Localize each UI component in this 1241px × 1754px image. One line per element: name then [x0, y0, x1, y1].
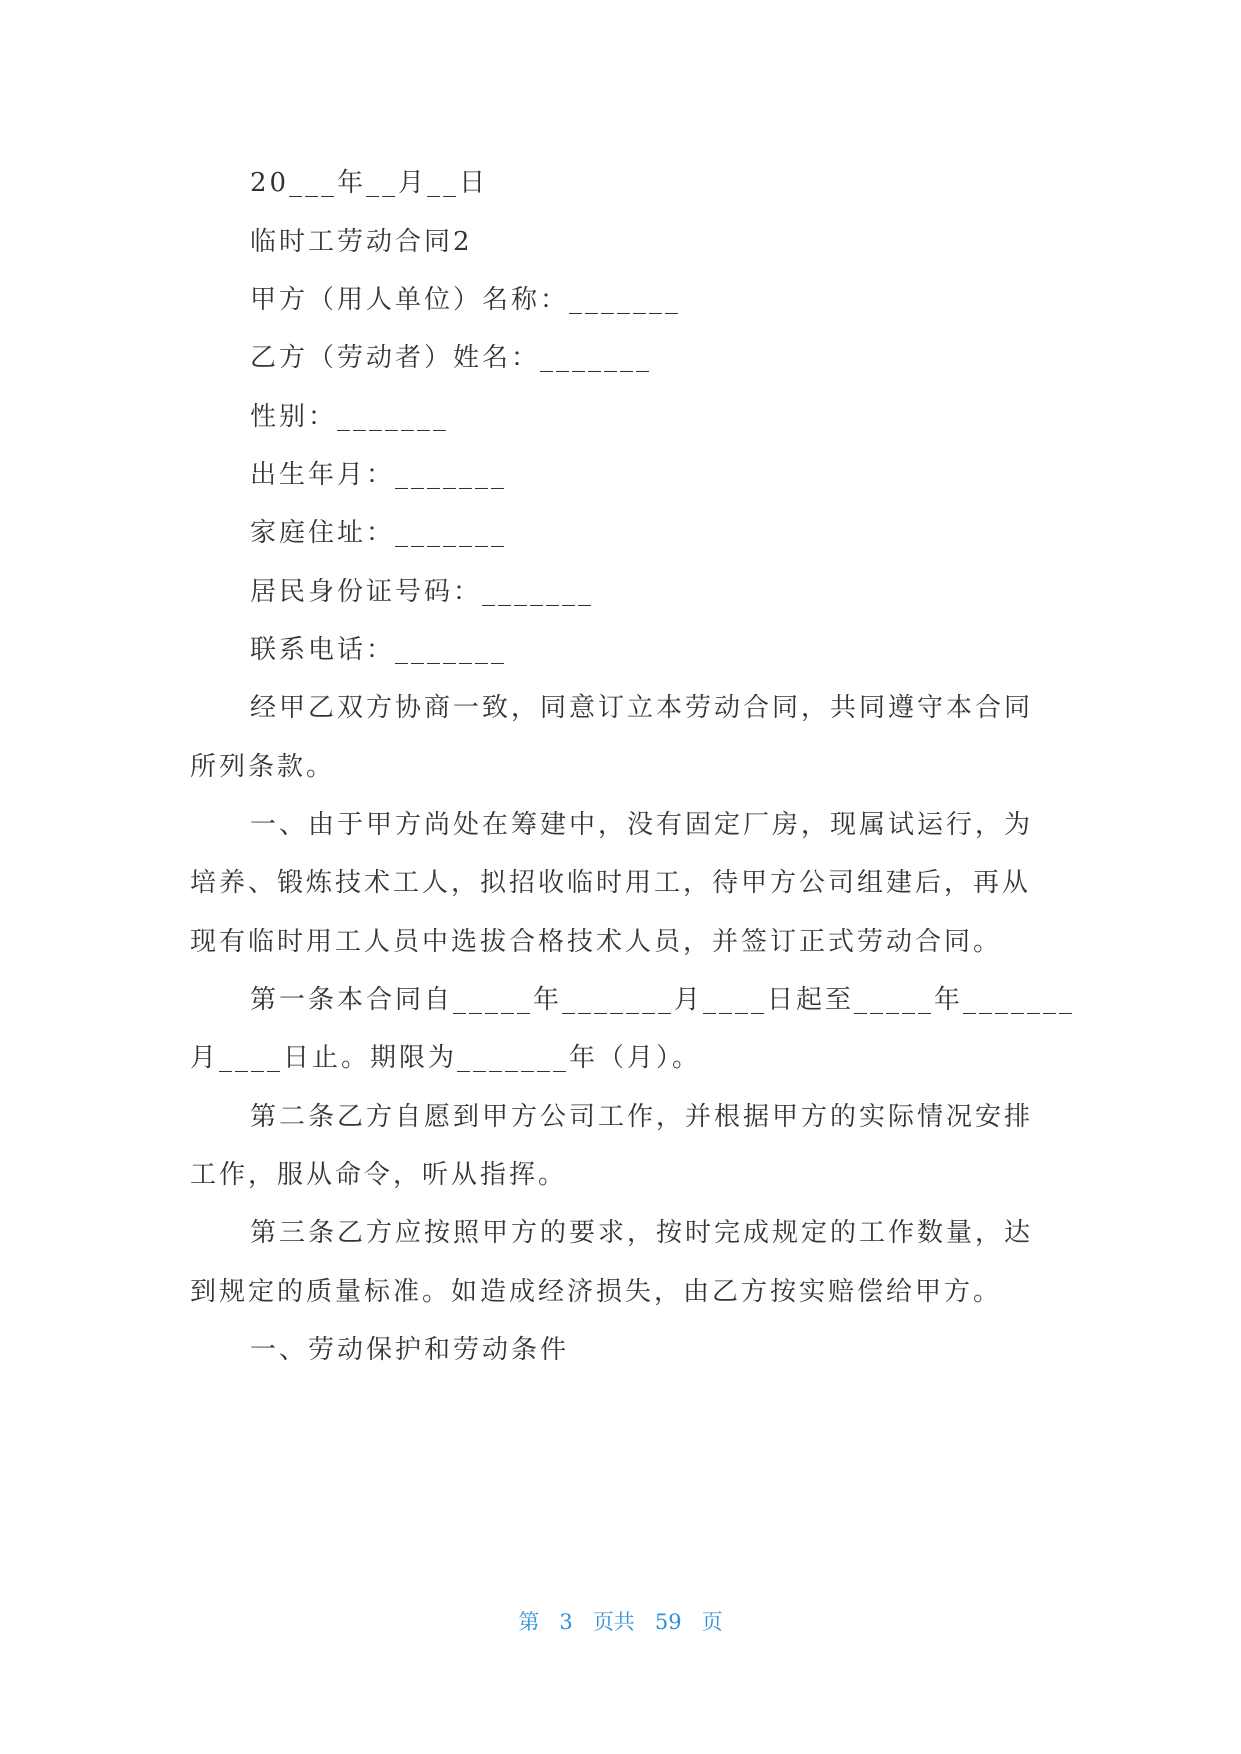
- article-three-line-1: 第三条乙方应按照甲方的要求，按时完成规定的工作数量，达: [250, 1218, 1034, 1248]
- article-two-line-1: 第二条乙方自愿到甲方公司工作，并根据甲方的实际情况安排: [250, 1102, 1034, 1132]
- agreement-paragraph-line-2: 所列条款。: [190, 752, 336, 782]
- date-line: 20___年__月__日: [250, 168, 489, 198]
- footer-total-pages: 59: [654, 1610, 682, 1634]
- party-b-name-line: 乙方（劳动者）姓名：_______: [250, 343, 653, 373]
- agreement-paragraph-line-1: 经甲乙双方协商一致，同意订立本劳动合同，共同遵守本合同: [250, 693, 1034, 723]
- home-address-line: 家庭住址：_______: [250, 518, 508, 548]
- phone-line: 联系电话：_______: [250, 635, 508, 665]
- contract-title: 临时工劳动合同2: [250, 227, 473, 257]
- clause-one-line-1: 一、由于甲方尚处在筹建中，没有固定厂房，现属试运行，为: [250, 810, 1034, 840]
- page-footer: [0, 1606, 1241, 1636]
- party-a-name-line: 甲方（用人单位）名称：_______: [250, 285, 682, 315]
- birth-date-line: 出生年月：_______: [250, 460, 508, 490]
- id-number-line: 居民身份证号码：_______: [250, 577, 595, 607]
- article-one-line-2: 月____日止。期限为_______年（月）。: [190, 1043, 702, 1073]
- clause-one-line-3: 现有临时用工人员中选拔合格技术人员，并签订正式劳动合同。: [190, 927, 1003, 957]
- article-one-line-1: 第一条本合同自_____年_______月____日起至_____年_______: [250, 985, 1076, 1015]
- footer-current-page: 3: [559, 1610, 573, 1634]
- clause-one-line-2: 培养、锻炼技术工人，拟招收临时用工，待甲方公司组建后，再从: [190, 868, 1032, 898]
- footer-prefix: 第: [518, 1610, 540, 1634]
- article-three-line-2: 到规定的质量标准。如造成经济损失，由乙方按实赔偿给甲方。: [190, 1277, 1003, 1307]
- article-two-line-2: 工作，服从命令，听从指挥。: [190, 1160, 568, 1190]
- footer-suffix: 页: [701, 1610, 723, 1634]
- gender-line: 性别：_______: [250, 402, 450, 432]
- section-heading-labor-protection: 一、劳动保护和劳动条件: [250, 1335, 570, 1365]
- footer-middle: 页共: [592, 1610, 635, 1634]
